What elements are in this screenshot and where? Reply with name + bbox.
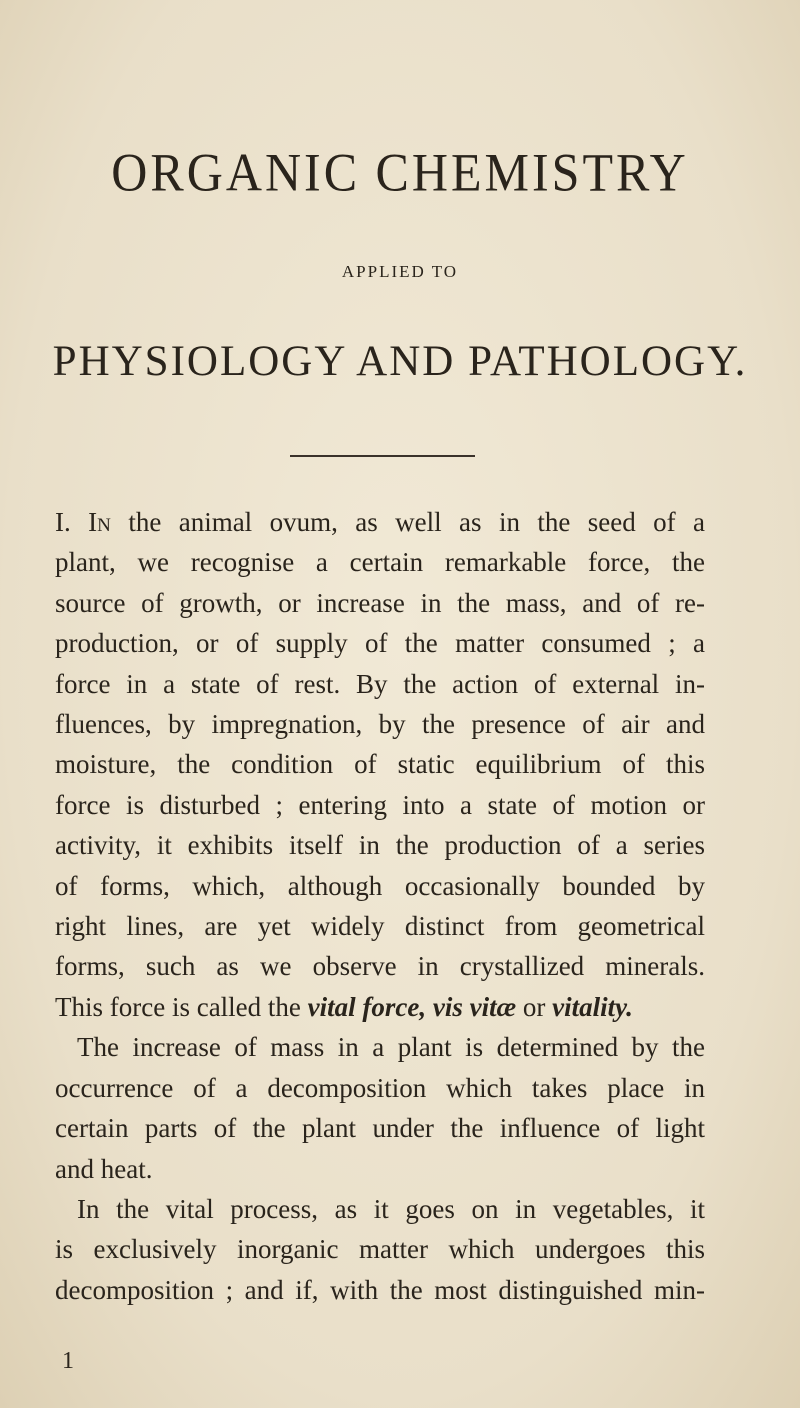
text-line: activity, it exhibits itself in the production of a series <box>55 830 705 861</box>
text-line: plant, we recognise a certain remarkable force, the <box>55 547 705 578</box>
title-divider <box>290 455 475 457</box>
term-vital-force: vital force, <box>307 991 427 1022</box>
paragraph-1 <box>55 502 705 1027</box>
text-line: occurrence of a decomposition which takes place in <box>55 1072 705 1103</box>
section-numeral: I. <box>55 507 71 537</box>
applied-to-label: APPLIED TO <box>341 262 459 281</box>
lead-in-word: In <box>88 507 111 537</box>
text-line: I. In the animal ovum, as well as in the seed of a <box>55 507 706 537</box>
text-line: and heat. <box>55 1153 153 1184</box>
body-text <box>55 502 705 1310</box>
text-line: decomposition ; and if, with the most distinguished min- <box>55 1274 705 1305</box>
text-line: In the vital process, as it goes on in vegetables, it <box>77 1193 705 1224</box>
text-line: This force is called the vital force, vis vitæ or vitality. <box>55 991 633 1022</box>
term-vitality: vitality. <box>552 991 633 1022</box>
term-vis-vitae: vis vitæ <box>432 991 517 1022</box>
text-line: The increase of mass in a plant is determined by the <box>77 1032 705 1063</box>
text-line: force is disturbed ; entering into a state of motion or <box>55 789 705 820</box>
text-line: fluences, by impregnation, by the presence of air and <box>55 709 705 740</box>
page-number: 1 <box>62 1348 74 1374</box>
text-line: of forms, which, although occasionally bounded by <box>55 870 705 901</box>
text-line: force in a state of rest. By the action of external in- <box>55 668 705 699</box>
paragraph-3 <box>55 1189 705 1310</box>
text-line: right lines, are yet widely distinct from geometrical <box>55 911 705 942</box>
text-line: moisture, the condition of static equilibrium of this <box>55 749 705 780</box>
text-line: is exclusively inorganic matter which undergoes this <box>55 1234 705 1265</box>
text-line: certain parts of the plant under the influence of light <box>55 1113 705 1144</box>
book-subtitle: PHYSIOLOGY AND PATHOLOGY. <box>52 338 748 385</box>
text-line: source of growth, or increase in the mass, and of re- <box>55 587 705 618</box>
book-title: ORGANIC CHEMISTRY <box>111 141 689 203</box>
text-line: production, or of supply of the matter consumed ; a <box>55 628 705 659</box>
text-line: forms, such as we observe in crystallized minerals. <box>55 951 705 982</box>
paragraph-2 <box>55 1027 705 1189</box>
